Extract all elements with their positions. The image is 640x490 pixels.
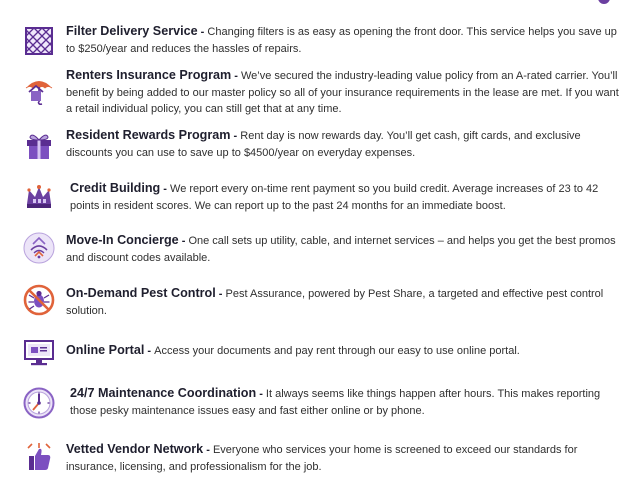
list-item-vendor-network xyxy=(0,438,640,490)
item-title: 24/7 Maintenance Coordination xyxy=(70,386,257,400)
list-item-maintenance xyxy=(0,384,640,436)
top-decoration xyxy=(0,0,640,6)
item-description: Everyone who services your home is screened to exceed our standards for insurance, licensing, and professionalism for the job. xyxy=(66,444,578,473)
item-text: Renters Insurance Program - We’ve secured the industry-leading value policy from an A-rated carrier. You’ll benefit by being added to our master policy so all of your insurance requirements in the lease are met. If you want a retail individual policy, you can still get that at any time. xyxy=(66,68,619,115)
umbrella-house-icon xyxy=(22,72,56,106)
thumbs-up-icon xyxy=(22,440,56,474)
crown-building-icon xyxy=(22,180,56,214)
item-title: Filter Delivery Service xyxy=(66,24,198,38)
list-item-credit-building xyxy=(0,178,640,230)
item-description: It always seems like things happen after hours. This makes reporting those pesky maintenance issues easy and fast either online or by phone. xyxy=(70,388,601,417)
item-description: Changing filters is as easy as opening the front door. This service helps you save up to $250/year and reduces the hassles of repairs. xyxy=(66,26,617,55)
item-description: Rent day is now rewards day. You’ll get cash, gift cards, and exclusive discounts you can use to save up to $4500/year on everyday expenses. xyxy=(66,130,581,159)
item-text: Move-In Concierge - One call sets up utility, cable, and internet services – and helps you get the best promos and discount codes available. xyxy=(66,233,616,264)
list-item-online-portal xyxy=(0,334,640,386)
item-title: Vetted Vendor Network xyxy=(66,442,204,456)
item-text: Filter Delivery Service - Changing filters is as easy as opening the front door. This service helps you save up to $250/year and reduces the hassles of repairs. xyxy=(66,24,617,55)
item-description: We report every on-time rent payment so you build credit. Average increases of 23 to 42 points in resident scores. We can report up to the past 24 months for an immediate boost. xyxy=(70,183,599,212)
list-item-resident-rewards xyxy=(0,124,640,176)
item-title: Renters Insurance Program xyxy=(66,68,232,82)
no-bug-icon xyxy=(22,283,56,317)
wifi-plug-icon xyxy=(22,231,56,265)
item-title: Online Portal xyxy=(66,343,145,357)
item-text: On-Demand Pest Control - Pest Assurance, powered by Pest Share, a targeted and effective pest control solution. xyxy=(66,286,604,317)
list-item-move-in-concierge xyxy=(0,230,640,282)
item-text: 24/7 Maintenance Coordination - It always seems like things happen after hours. This makes reporting those pesky maintenance issues easy and fast either online or by phone. xyxy=(70,386,601,417)
item-description: Access your documents and pay rent through our easy to use online portal. xyxy=(154,345,520,357)
item-title: Move-In Concierge xyxy=(66,233,179,247)
filter-grid-icon xyxy=(22,24,56,58)
gift-box-icon xyxy=(22,128,56,162)
item-description: We’ve secured the industry-leading value policy from an A-rated carrier. You’ll benefit by being added to our master policy so all of your insurance requirements in the lease are met. If you want a retail individual policy, you can still get that at any time. xyxy=(66,70,619,115)
item-text: Resident Rewards Program - Rent day is now rewards day. You’ll get cash, gift cards, and exclusive discounts you can use to save up to $4500/year on everyday expenses. xyxy=(66,128,581,159)
clock-icon xyxy=(22,386,56,420)
item-title: On-Demand Pest Control xyxy=(66,286,216,300)
list-item-renters-insurance xyxy=(0,66,640,118)
item-text: Credit Building - We report every on-time rent payment so you build credit. Average increases of 23 to 42 points in resident scores. We can report up to the past 24 months for an immediate boost. xyxy=(70,181,599,212)
list-item-pest-control xyxy=(0,282,640,334)
item-text: Vetted Vendor Network - Everyone who services your home is screened to exceed our standards for insurance, licensing, and professionalism for the job. xyxy=(66,442,578,473)
list-item-filter-delivery xyxy=(0,18,640,70)
monitor-icon xyxy=(22,335,56,369)
top-fragment-dot xyxy=(598,0,610,4)
item-text: Online Portal - Access your documents and pay rent through our easy to use online portal. xyxy=(66,343,520,357)
item-title: Resident Rewards Program xyxy=(66,128,231,142)
item-title: Credit Building xyxy=(70,181,161,195)
item-description: One call sets up utility, cable, and internet services – and helps you get the best promos and discount codes available. xyxy=(66,235,616,264)
item-description: Pest Assurance, powered by Pest Share, a targeted and effective pest control solution. xyxy=(66,288,604,317)
